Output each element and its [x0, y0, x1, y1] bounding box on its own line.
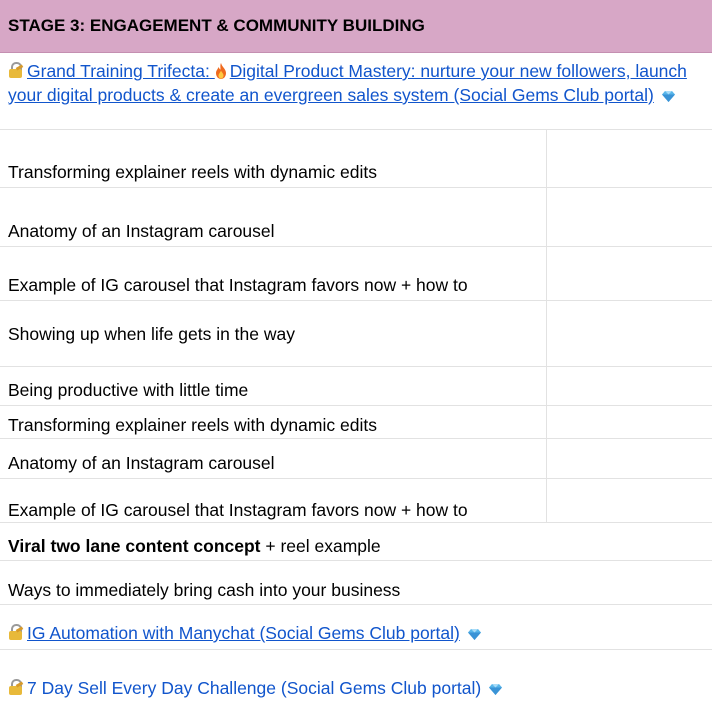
row-cell-b[interactable] [547, 247, 712, 300]
table-row[interactable] [0, 130, 712, 188]
automation-row[interactable] [0, 605, 712, 650]
viral-concept-row[interactable] [0, 523, 712, 561]
row-cell-a[interactable] [0, 439, 547, 478]
automation-cell[interactable] [0, 605, 712, 649]
viral-concept-rest: + reel example [260, 536, 381, 556]
table-row[interactable] [0, 247, 712, 301]
stage-title: STAGE 3: ENGAGEMENT & COMMUNITY BUILDING [8, 16, 425, 35]
gem-icon [662, 91, 675, 102]
lock-key-icon [8, 679, 23, 695]
grand-training-link[interactable]: Grand Training Trifecta: Digital Product Mastery: nurture your new followers, launch your digital products & create an evergreen sales system (Social Gems Club portal) [8, 61, 687, 105]
fire-icon [215, 63, 227, 79]
grand-training-row[interactable] [0, 53, 712, 130]
grand-training-text [8, 59, 708, 107]
row-cell-b[interactable] [547, 439, 712, 478]
row-cell-b[interactable] [547, 188, 712, 246]
table-row[interactable] [0, 301, 712, 367]
row-text: Showing up when life gets in the way [8, 324, 295, 344]
table-row[interactable] [0, 367, 712, 406]
table-row[interactable] [0, 479, 712, 523]
gem-icon [489, 684, 502, 695]
row-cell-b[interactable] [547, 130, 712, 187]
lock-key-icon [8, 624, 23, 640]
row-cell-a[interactable] [0, 301, 547, 366]
stage-header-row[interactable] [0, 0, 712, 53]
row-cell-a[interactable] [0, 406, 547, 438]
challenge-cell[interactable] [0, 650, 712, 708]
automation-link[interactable]: IG Automation with Manychat (Social Gems Club portal) [27, 623, 460, 643]
row-cell-a[interactable] [0, 367, 547, 405]
table-row[interactable] [0, 188, 712, 247]
row-text: Anatomy of an Instagram carousel [8, 221, 275, 241]
row-cell-a[interactable] [0, 188, 547, 246]
cash-text: Ways to immediately bring cash into your business [8, 580, 401, 600]
viral-concept-bold: Viral two lane content concept [8, 536, 261, 556]
lock-key-icon [8, 62, 23, 78]
row-text: Transforming explainer reels with dynamic edits [8, 162, 377, 182]
row-cell-a[interactable] [0, 479, 547, 522]
viral-concept-text [8, 535, 708, 557]
cash-row[interactable] [0, 561, 712, 605]
grand-training-cell[interactable] [0, 53, 712, 129]
gem-icon [468, 629, 481, 640]
row-text: Example of IG carousel that Instagram favors now + how to [8, 500, 468, 520]
row-text: Anatomy of an Instagram carousel [8, 453, 275, 473]
automation-text [8, 622, 708, 644]
table-row[interactable] [0, 406, 712, 439]
row-cell-a[interactable] [0, 247, 547, 300]
row-text: Example of IG carousel that Instagram favors now + how to [8, 275, 468, 295]
table-row[interactable] [0, 439, 712, 479]
row-text: Transforming explainer reels with dynamic edits [8, 415, 377, 435]
row-cell-b[interactable] [547, 367, 712, 405]
viral-concept-cell[interactable] [0, 523, 712, 560]
header-cell[interactable] [0, 0, 712, 52]
row-cell-b[interactable] [547, 406, 712, 438]
challenge-link[interactable]: 7 Day Sell Every Day Challenge (Social Gems Club portal) [27, 678, 482, 698]
challenge-text [8, 677, 708, 699]
challenge-row[interactable] [0, 650, 712, 708]
row-cell-a[interactable] [0, 130, 547, 187]
row-cell-b[interactable] [547, 301, 712, 366]
cash-cell[interactable] [0, 561, 712, 604]
row-cell-b[interactable] [547, 479, 712, 522]
row-text: Being productive with little time [8, 380, 249, 400]
